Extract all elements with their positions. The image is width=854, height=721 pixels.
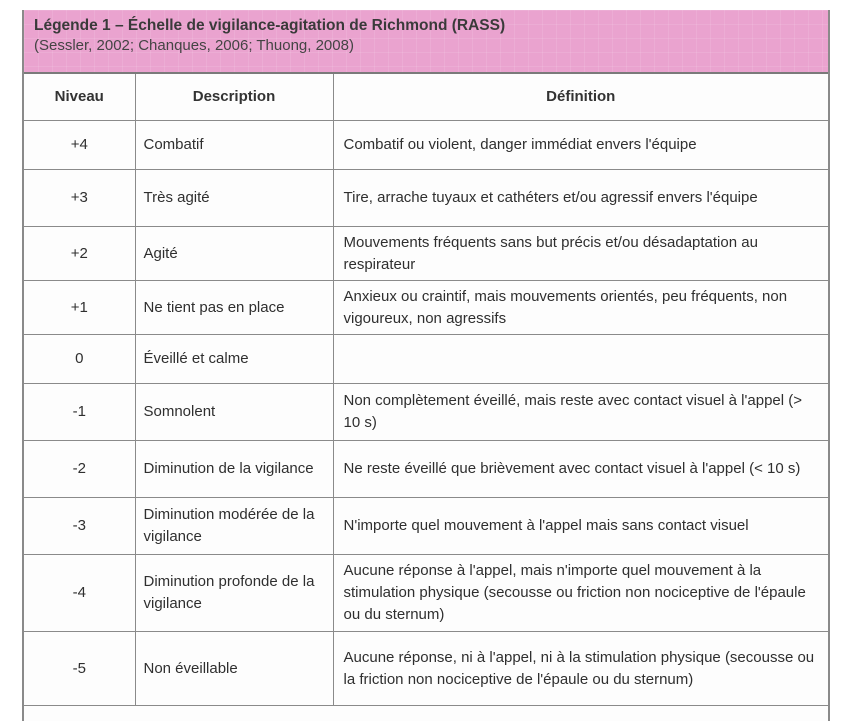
definition-cell bbox=[333, 335, 828, 384]
rass-legend-document bbox=[22, 10, 830, 721]
definition-cell: Aucune réponse à l'appel, mais n'importe quel mouvement à la stimulation physique (secousse ou friction non nociceptive de l'épaule ou du sternum) bbox=[333, 555, 828, 632]
legend-sources: (Sessler, 2002; Chanques, 2006; Thuong, 2008) bbox=[34, 37, 354, 54]
description-cell: Éveillé et calme bbox=[135, 335, 333, 384]
table-row bbox=[24, 227, 828, 281]
level-cell: -5 bbox=[24, 632, 135, 706]
description-cell: Non éveillable bbox=[135, 632, 333, 706]
level-cell: +4 bbox=[24, 121, 135, 170]
level-cell: +1 bbox=[24, 281, 135, 335]
table-row bbox=[24, 281, 828, 335]
table-row bbox=[24, 384, 828, 441]
description-cell: Ne tient pas en place bbox=[135, 281, 333, 335]
legend-header bbox=[24, 10, 828, 74]
definition-cell: Ne reste éveillé que brièvement avec contact visuel à l'appel (< 10 s) bbox=[333, 441, 828, 498]
definition-cell: N'importe quel mouvement à l'appel mais sans contact visuel bbox=[333, 498, 828, 555]
column-header-definition: Définition bbox=[333, 74, 828, 121]
level-cell: 0 bbox=[24, 335, 135, 384]
column-header-description: Description bbox=[135, 74, 333, 121]
legend-title: Légende 1 – Échelle de vigilance-agitation de Richmond (RASS) bbox=[34, 17, 506, 34]
description-cell: Combatif bbox=[135, 121, 333, 170]
level-cell: -4 bbox=[24, 555, 135, 632]
definition-cell: Non complètement éveillé, mais reste avec contact visuel à l'appel (> 10 s) bbox=[333, 384, 828, 441]
level-cell: +3 bbox=[24, 170, 135, 227]
description-cell: Diminution de la vigilance bbox=[135, 441, 333, 498]
table-row bbox=[24, 632, 828, 706]
description-cell: Agité bbox=[135, 227, 333, 281]
description-cell: Diminution modérée de la vigilance bbox=[135, 498, 333, 555]
definition-cell: Combatif ou violent, danger immédiat envers l'équipe bbox=[333, 121, 828, 170]
table-row bbox=[24, 121, 828, 170]
definition-cell: Mouvements fréquents sans but précis et/ou désadaptation au respirateur bbox=[333, 227, 828, 281]
level-cell: -3 bbox=[24, 498, 135, 555]
table-row bbox=[24, 170, 828, 227]
definition-cell: Aucune réponse, ni à l'appel, ni à la stimulation physique (secousse ou la friction non nociceptive de l'épaule ou du sternum) bbox=[333, 632, 828, 706]
level-cell: -2 bbox=[24, 441, 135, 498]
definition-cell: Anxieux ou craintif, mais mouvements orientés, peu fréquents, non vigoureux, non agressifs bbox=[333, 281, 828, 335]
table-row bbox=[24, 441, 828, 498]
description-cell: Très agité bbox=[135, 170, 333, 227]
level-cell: -1 bbox=[24, 384, 135, 441]
table-row bbox=[24, 335, 828, 384]
column-header-level: Niveau bbox=[24, 74, 135, 121]
table-header-row bbox=[24, 74, 828, 121]
table-row bbox=[24, 498, 828, 555]
description-cell: Diminution profonde de la vigilance bbox=[135, 555, 333, 632]
level-cell: +2 bbox=[24, 227, 135, 281]
table-row bbox=[24, 555, 828, 632]
description-cell: Somnolent bbox=[135, 384, 333, 441]
rass-table bbox=[24, 74, 828, 706]
definition-cell: Tire, arrache tuyaux et cathéters et/ou agressif envers l'équipe bbox=[333, 170, 828, 227]
